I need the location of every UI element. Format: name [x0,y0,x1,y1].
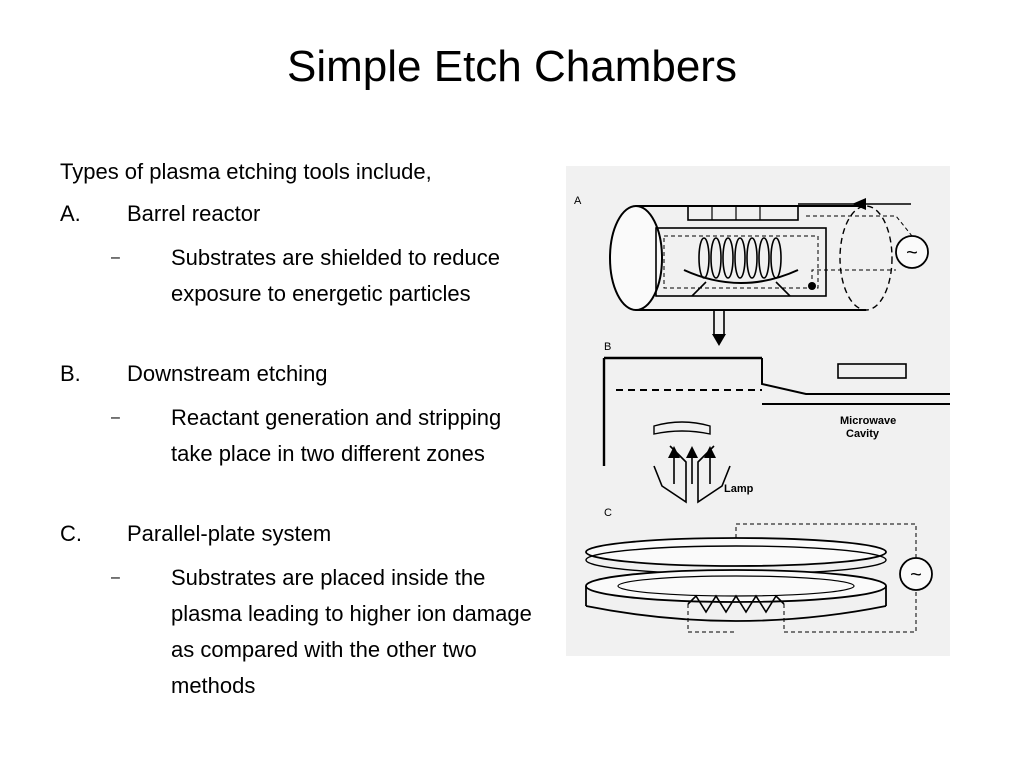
panel-c-label: C [604,507,612,519]
slide-title: Simple Etch Chambers [287,42,737,91]
item-label: Barrel reactor [127,201,261,226]
barrel-end-cap [610,206,662,310]
item-label: Downstream etching [127,361,328,386]
sub-bullet: Reactant generation and stripping take place in two different zones [171,405,502,466]
panel-b-label: B [604,341,612,353]
item-letter: C. [60,521,82,546]
etch-chamber-figure [566,166,950,656]
panel-a-label: A [574,195,582,207]
intro-text: Types of plasma etching tools include, [60,159,432,184]
sub-bullet: Substrates are shielded to reduce exposure to energetic particles [171,245,500,306]
lamp-label: Lamp [724,483,754,495]
svg-text:~: ~ [910,564,922,586]
cavity-label: Cavity [846,428,880,440]
sub-dash: – [111,249,120,266]
microwave-label: Microwave [840,415,897,427]
item-letter: B. [60,361,81,386]
svg-text:~: ~ [906,242,918,264]
sub-dash: – [111,409,120,426]
item-label: Parallel-plate system [127,521,332,546]
sub-bullet: Substrates are placed inside the plasma leading to higher ion damage as compared with the other two methods [171,565,532,698]
sub-dash: – [111,569,120,586]
upper-electrode [586,538,886,566]
item-letter: A. [60,201,81,226]
